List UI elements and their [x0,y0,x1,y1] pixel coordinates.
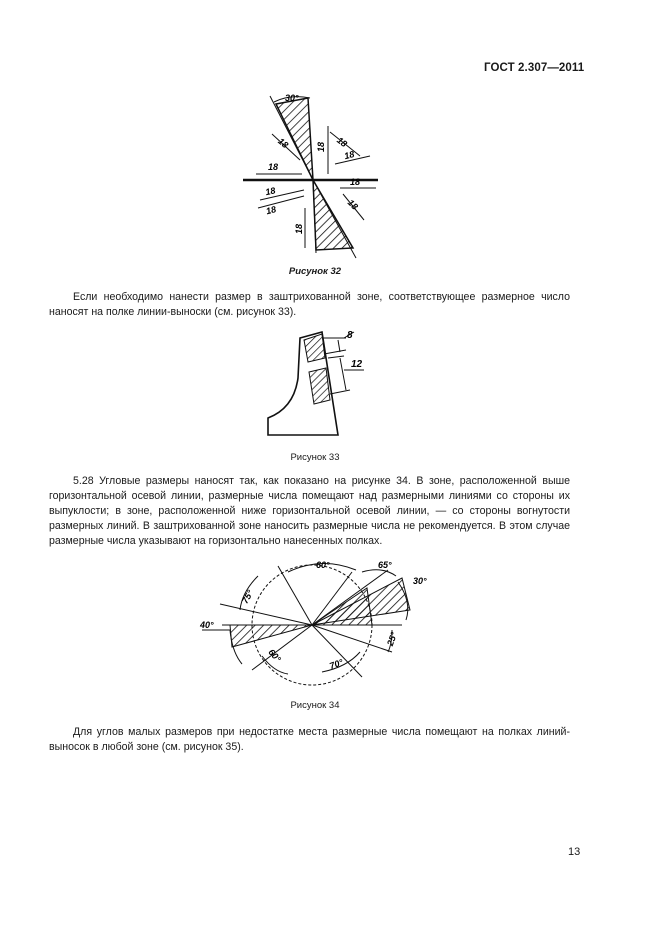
svg-text:18: 18 [316,141,326,152]
figure-34-caption: Рисунок 34 [290,700,340,711]
svg-text:18: 18 [264,204,278,217]
svg-text:18: 18 [294,223,304,234]
document-header: ГОСТ 2.307—2011 [484,62,585,74]
angle-label-25: 25° [384,630,400,648]
svg-text:18: 18 [264,185,277,198]
svg-text:18: 18 [345,197,360,212]
figure-33-drawing [260,328,370,440]
angle-label-70: 70° [328,657,345,672]
angle-label-60-top: 60° [316,560,330,570]
paragraph-angular-dimensions: 5.28 Угловые размеры наносят так, как показано на рисунке 34. В зоне, расположенной выше горизонтальной осевой линии, размерные числа помещают над размерными линиями со стороны их выпуклости; в зоне, расположенной ниже горизонтальной осевой линии, — со стороны вогнутости размерных линий. В заштрихованной зоне наносить размерные числа не рекомендуется. В этом случае размерные числа указывают на горизонтально нанесенных полках. [49,475,570,547]
paragraph-hatched-zone: Если необходимо нанести размер в заштрихованной зоне, соответствующее размерное число наносят на полке линии-выноски (см. рисунок 33). [49,291,570,318]
angle-label-30: 30° [413,576,427,586]
figure-32-caption: Рисунок 32 [288,266,342,277]
figure-33-caption: Рисунок 33 [290,452,340,463]
svg-text:18: 18 [343,149,356,162]
paragraph-small-angles: Для углов малых размеров при недостатке места размерные числа помещают на полках линий-выносок в любой зоне (см. рисунок 35). [49,726,570,753]
angle-label-75: 75° [239,588,256,606]
angle-label-65: 65° [378,560,392,570]
angle-label-30: 30° [285,93,299,103]
angle-label-40: 40° [200,620,214,630]
svg-text:18: 18 [276,136,291,151]
figure-34-drawing [192,552,432,687]
left-hatched-zone [230,625,312,647]
angle-label-60-bottom: 60° [266,647,283,664]
svg-text:18: 18 [335,135,350,150]
svg-text:18: 18 [350,177,361,187]
dimension-12: 12 [351,359,363,370]
figure-32-drawing [230,88,390,263]
dimension-8: 8 [347,330,353,341]
page-number: 13 [568,846,581,858]
svg-text:18: 18 [268,162,279,172]
